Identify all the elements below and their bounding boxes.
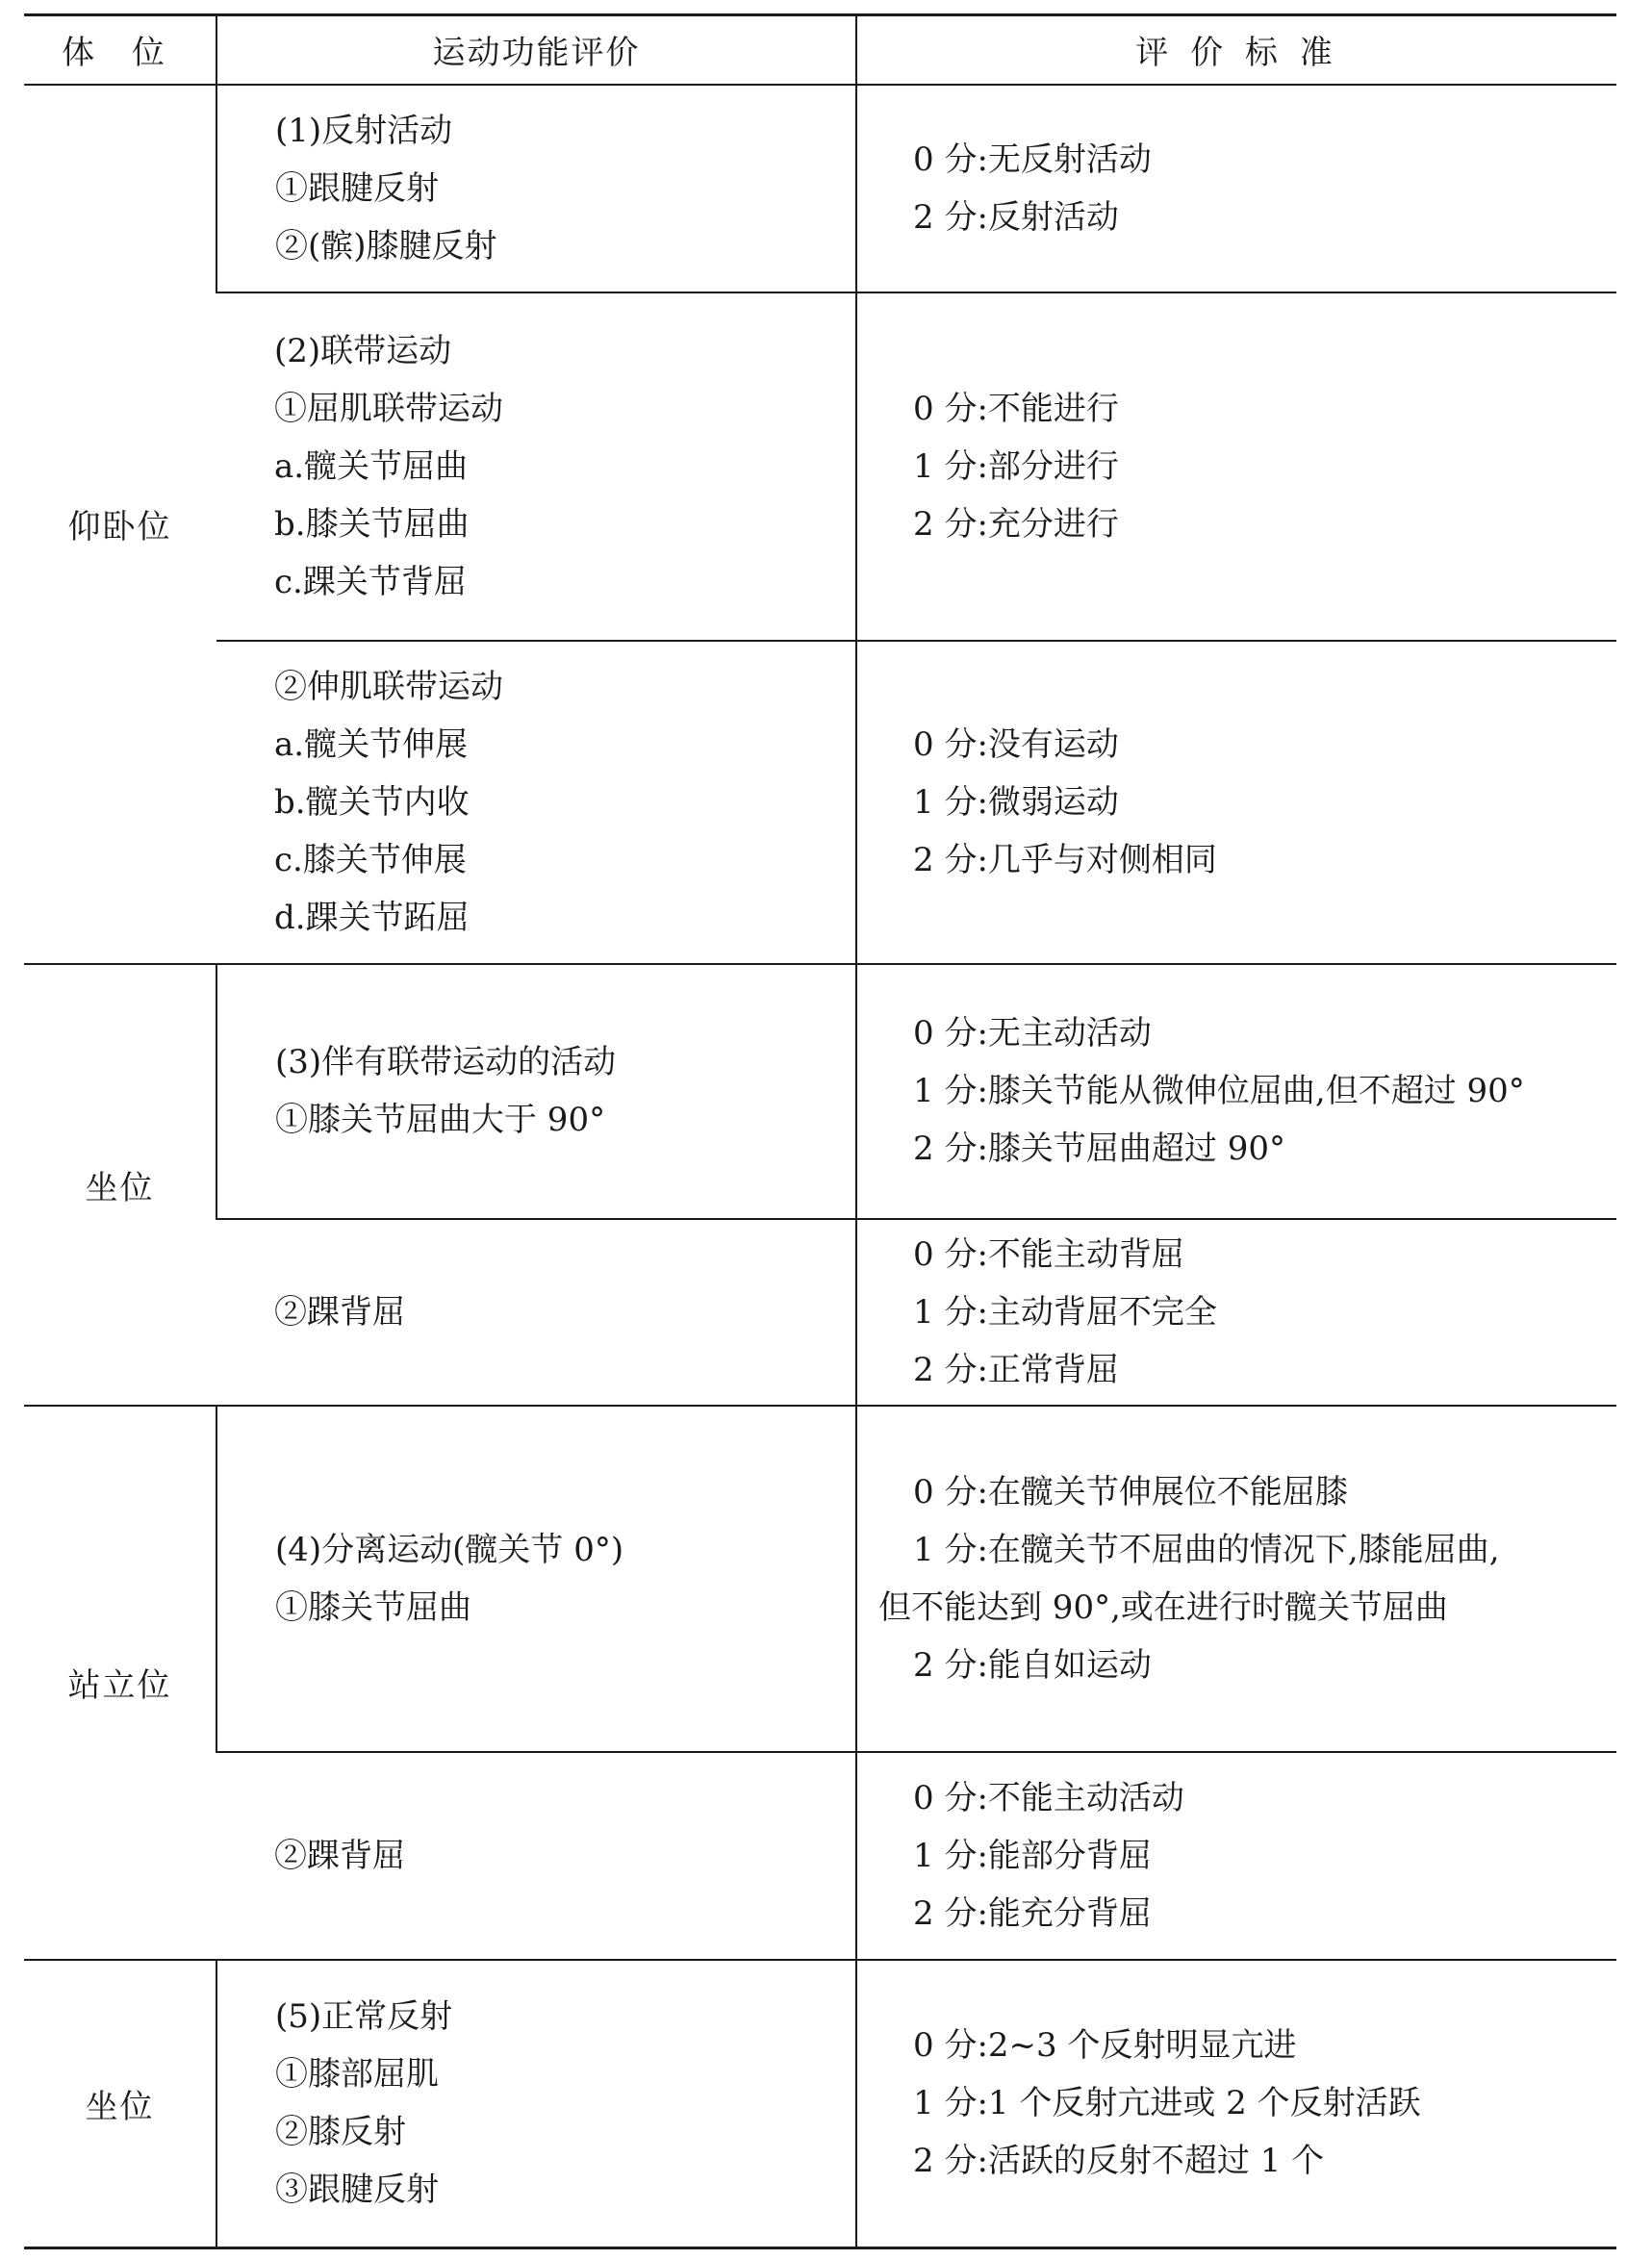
criteria-line: 1 分:1 个反射亢进或 2 个反射活跃 — [913, 2084, 1421, 2123]
item-line: c.膝关节伸展 — [274, 840, 467, 879]
table-row — [24, 1219, 1616, 1406]
evaluation-table — [24, 13, 1616, 2249]
table-row — [24, 964, 1616, 1219]
criteria-line: 0 分:在髋关节伸展位不能屈膝 — [913, 1472, 1348, 1511]
item-line: (1)反射活动 — [275, 111, 453, 150]
item-line: d.踝关节跖屈 — [274, 898, 470, 937]
criteria-line: 0 分:没有运动 — [913, 724, 1119, 764]
header-criteria: 评 价 标 准 — [856, 15, 1616, 85]
position-supine: 仰卧位 — [24, 85, 216, 964]
criteria-line: 1 分:能部分背屈 — [913, 1836, 1152, 1875]
criteria-cell — [856, 292, 1616, 641]
criteria-cell — [856, 641, 1616, 964]
criteria-line: 1 分:主动背屈不完全 — [913, 1292, 1217, 1332]
table-row — [24, 292, 1616, 641]
item-cell — [216, 85, 856, 292]
item-cell — [216, 1960, 856, 2248]
table-row — [24, 1752, 1616, 1960]
item-line: b.膝关节屈曲 — [274, 504, 470, 544]
position-sitting-reflex: 坐位 — [24, 1960, 216, 2248]
criteria-line: 但不能达到 90°,或在进行时髋关节屈曲 — [878, 1587, 1448, 1627]
criteria-cell — [856, 85, 1616, 292]
item-cell — [216, 641, 856, 964]
criteria-line: 0 分:不能主动背屈 — [913, 1234, 1184, 1274]
position-standing: 站立位 — [24, 1406, 216, 1960]
criteria-cell — [856, 1219, 1616, 1406]
criteria-cell — [856, 1960, 1616, 2248]
item-line: (5)正常反射 — [275, 1997, 453, 2037]
item-line: ①膝关节屈曲大于 90° — [275, 1101, 606, 1139]
criteria-line: 2 分:能自如运动 — [913, 1645, 1152, 1685]
item-line: (2)联带运动 — [274, 331, 452, 370]
criteria-line: 0 分:不能进行 — [913, 389, 1119, 428]
item-line: (4)分离运动(髋关节 0°) — [275, 1530, 624, 1569]
item-cell — [216, 1406, 856, 1752]
item-line: ①膝关节屈曲 — [275, 1587, 471, 1627]
item-cell — [216, 292, 856, 641]
criteria-line: 1 分:微弱运动 — [913, 782, 1119, 822]
item-line: a.髋关节伸展 — [274, 724, 469, 764]
item-line: ①屈肌联带运动 — [274, 389, 503, 428]
criteria-cell — [856, 964, 1616, 1219]
item-cell — [216, 1219, 856, 1406]
table-row — [24, 1406, 1616, 1752]
criteria-line: 0 分:无反射活动 — [913, 140, 1152, 179]
criteria-line: 2 分:几乎与对侧相同 — [913, 840, 1217, 879]
criteria-line: 2 分:正常背屈 — [913, 1350, 1119, 1389]
item-line: ②(髌)膝腱反射 — [275, 226, 497, 266]
position-sitting: 坐位 — [24, 964, 216, 1406]
header-position: 体 位 — [24, 15, 216, 85]
item-line: ①跟腱反射 — [275, 168, 439, 208]
criteria-line: 2 分:膝关节屈曲超过 90° — [913, 1130, 1285, 1168]
item-line: c.踝关节背屈 — [274, 562, 467, 601]
item-line: a.髋关节屈曲 — [274, 446, 469, 486]
header-row — [24, 15, 1616, 85]
criteria-cell — [856, 1752, 1616, 1960]
table-row — [24, 641, 1616, 964]
criteria-line: 0 分:无主动活动 — [913, 1014, 1152, 1053]
item-cell — [216, 1752, 856, 1960]
table-row — [24, 1960, 1616, 2248]
item-line: ②踝背屈 — [274, 1292, 405, 1332]
criteria-line: 2 分:充分进行 — [913, 504, 1119, 544]
item-line: b.髋关节内收 — [274, 782, 470, 822]
criteria-line: 2 分:活跃的反射不超过 1 个 — [913, 2142, 1325, 2181]
criteria-line: 1 分:膝关节能从微伸位屈曲,但不超过 90° — [913, 1072, 1525, 1110]
item-line: ①膝部屈肌 — [275, 2055, 439, 2095]
criteria-line: 2 分:反射活动 — [913, 197, 1119, 237]
item-line: ③跟腱反射 — [275, 2171, 439, 2210]
header-motor-function: 运动功能评价 — [216, 15, 856, 85]
criteria-line: 1 分:在髋关节不屈曲的情况下,膝能屈曲, — [913, 1530, 1500, 1569]
criteria-cell — [856, 1406, 1616, 1752]
item-line: (3)伴有联带运动的活动 — [275, 1043, 617, 1081]
item-line: ②膝反射 — [275, 2113, 406, 2152]
item-line: ②踝背屈 — [274, 1836, 405, 1875]
criteria-line: 2 分:能充分背屈 — [913, 1893, 1152, 1933]
item-line: ②伸肌联带运动 — [274, 667, 503, 706]
criteria-line: 1 分:部分进行 — [913, 446, 1119, 486]
table-row — [24, 85, 1616, 292]
item-cell — [216, 964, 856, 1219]
criteria-line: 0 分:2~3 个反射明显亢进 — [913, 2026, 1297, 2066]
criteria-line: 0 分:不能主动活动 — [913, 1778, 1184, 1817]
